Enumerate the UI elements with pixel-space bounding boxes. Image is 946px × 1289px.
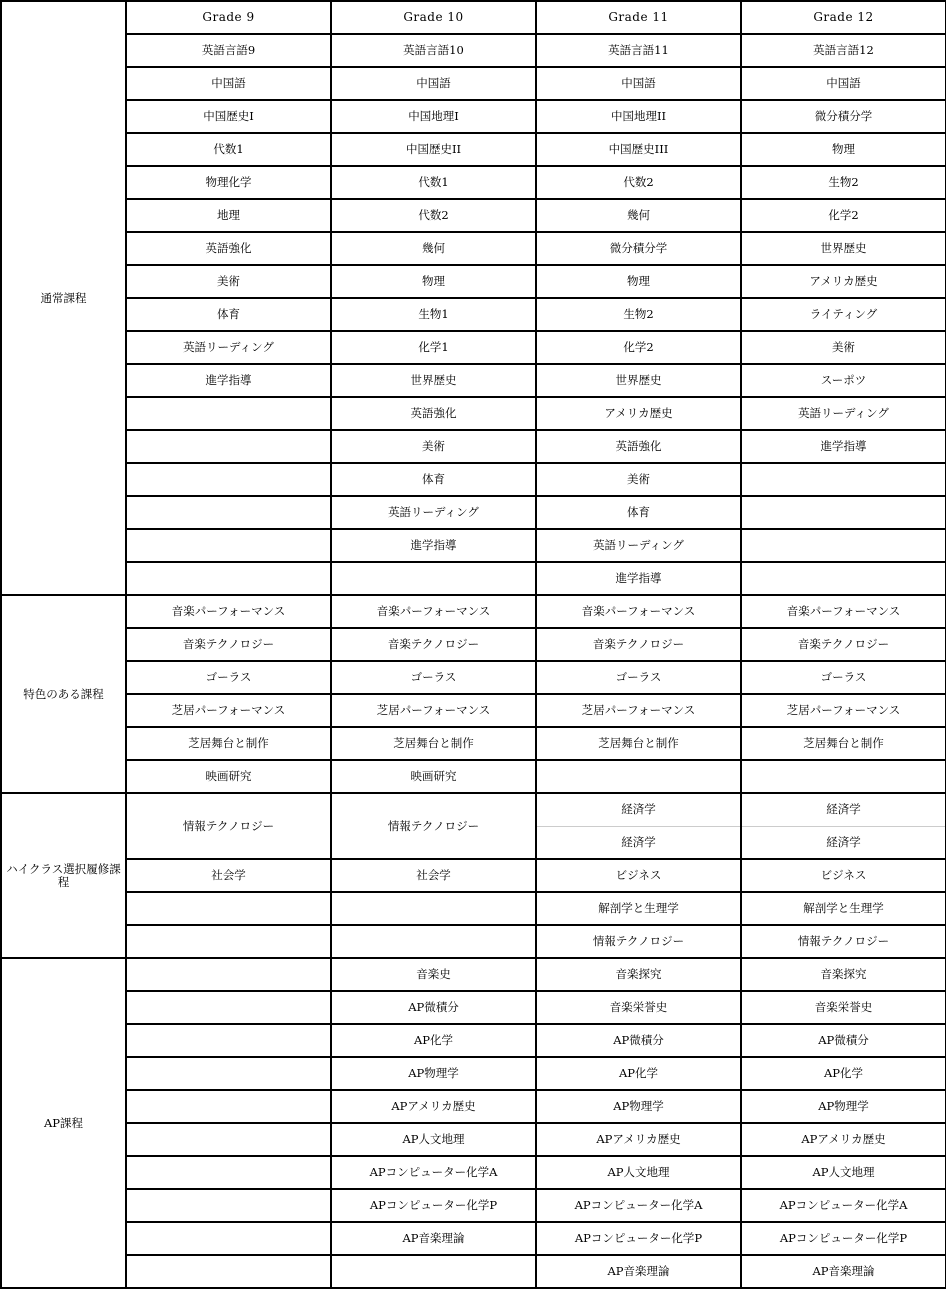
course-cell [741, 529, 946, 562]
course-cell: 情報テクノロジー [331, 793, 536, 859]
table-row [1, 199, 946, 232]
course-cell: 解剖学と生理学 [536, 892, 741, 925]
course-cell [331, 892, 536, 925]
course-cell: 英語言語12 [741, 34, 946, 67]
course-cell: 世界歴史 [536, 364, 741, 397]
course-cell: AP化学 [741, 1057, 946, 1090]
table-row [1, 958, 946, 991]
header-grade-11: Grade 11 [536, 1, 741, 34]
course-cell: 進学指導 [126, 364, 331, 397]
table-row [1, 925, 946, 958]
table-row [1, 1123, 946, 1156]
course-cell [126, 1123, 331, 1156]
course-cell: APコンピューター化学P [331, 1189, 536, 1222]
table-row [1, 1090, 946, 1123]
table-row [1, 1024, 946, 1057]
course-cell: 幾何 [536, 199, 741, 232]
course-cell: 社会学 [331, 859, 536, 892]
course-cell: 英語強化 [536, 430, 741, 463]
course-cell: 経済学 [741, 793, 946, 826]
table-row [1, 397, 946, 430]
course-cell: 芝居舞台と制作 [536, 727, 741, 760]
course-cell: 中国歴史I [126, 100, 331, 133]
table-row [1, 463, 946, 496]
course-cell: APコンピューター化学A [536, 1189, 741, 1222]
course-cell: 社会学 [126, 859, 331, 892]
course-cell: 音楽パーフォーマンス [536, 595, 741, 628]
table-row [1, 1057, 946, 1090]
course-cell: 音楽栄誉史 [741, 991, 946, 1024]
course-cell: 経済学 [536, 826, 741, 859]
course-cell [331, 925, 536, 958]
course-cell: アメリカ歴史 [741, 265, 946, 298]
course-cell [126, 463, 331, 496]
course-cell: AP化学 [536, 1057, 741, 1090]
table-row [1, 1156, 946, 1189]
course-cell [126, 1189, 331, 1222]
course-cell [126, 529, 331, 562]
course-cell: 世界歴史 [331, 364, 536, 397]
course-cell: 代数1 [126, 133, 331, 166]
table-row [1, 628, 946, 661]
course-cell: AP人文地理 [331, 1123, 536, 1156]
course-cell: 芝居舞台と制作 [741, 727, 946, 760]
course-cell: 音楽パーフォーマンス [331, 595, 536, 628]
table-row [1, 1255, 946, 1288]
curriculum-table-body [1, 1, 946, 1288]
course-cell: 微分積分学 [536, 232, 741, 265]
course-cell: AP物理学 [331, 1057, 536, 1090]
course-cell: 情報テクノロジー [741, 925, 946, 958]
header-row [1, 1, 946, 34]
course-cell: ゴーラス [331, 661, 536, 694]
course-cell: 英語言語11 [536, 34, 741, 67]
table-row [1, 430, 946, 463]
course-cell: 音楽テクノロジー [331, 628, 536, 661]
table-row [1, 793, 946, 826]
course-cell: アメリカ歴史 [536, 397, 741, 430]
course-cell: 物理化学 [126, 166, 331, 199]
course-cell: 中国地理I [331, 100, 536, 133]
course-cell: 英語言語10 [331, 34, 536, 67]
course-cell: 体育 [331, 463, 536, 496]
course-cell [126, 958, 331, 991]
table-row [1, 595, 946, 628]
course-cell [741, 562, 946, 595]
course-cell [126, 562, 331, 595]
course-cell: 芝居舞台と制作 [331, 727, 536, 760]
course-cell: 進学指導 [741, 430, 946, 463]
course-cell: 英語言語9 [126, 34, 331, 67]
table-row [1, 529, 946, 562]
course-cell: 英語リーディング [741, 397, 946, 430]
table-row [1, 331, 946, 364]
course-cell [126, 1024, 331, 1057]
course-cell: 音楽パーフォーマンス [741, 595, 946, 628]
course-cell [536, 760, 741, 793]
course-cell [126, 925, 331, 958]
course-cell: 進学指導 [331, 529, 536, 562]
course-cell: AP人文地理 [741, 1156, 946, 1189]
course-cell: AP人文地理 [536, 1156, 741, 1189]
course-cell: 生物2 [536, 298, 741, 331]
course-cell [126, 1156, 331, 1189]
course-cell: 音楽パーフォーマンス [126, 595, 331, 628]
course-cell: 音楽史 [331, 958, 536, 991]
course-cell: AP音楽理論 [741, 1255, 946, 1288]
course-cell: AP物理学 [536, 1090, 741, 1123]
course-cell: 英語強化 [126, 232, 331, 265]
course-cell [126, 1222, 331, 1255]
course-cell: 英語リーディング [331, 496, 536, 529]
course-cell: 芝居パーフォーマンス [331, 694, 536, 727]
course-cell: AP微積分 [536, 1024, 741, 1057]
course-cell: 英語強化 [331, 397, 536, 430]
table-row [1, 694, 946, 727]
category-cell: 特色のある課程 [1, 595, 126, 793]
course-cell: ライティング [741, 298, 946, 331]
course-cell: 芝居パーフォーマンス [536, 694, 741, 727]
table-row [1, 298, 946, 331]
course-cell [126, 991, 331, 1024]
course-cell: 芝居パーフォーマンス [741, 694, 946, 727]
course-cell: 中国地理II [536, 100, 741, 133]
course-cell: 中国語 [741, 67, 946, 100]
course-cell [741, 760, 946, 793]
course-cell: AP微積分 [741, 1024, 946, 1057]
course-cell: APアメリカ歴史 [536, 1123, 741, 1156]
course-cell: APコンピューター化学P [741, 1222, 946, 1255]
course-cell: 生物1 [331, 298, 536, 331]
course-cell: 生物2 [741, 166, 946, 199]
course-cell: 化学1 [331, 331, 536, 364]
table-row [1, 232, 946, 265]
table-row [1, 892, 946, 925]
course-cell: ビジネス [536, 859, 741, 892]
course-cell: 情報テクノロジー [126, 793, 331, 859]
course-cell: 情報テクノロジー [536, 925, 741, 958]
table-row [1, 1189, 946, 1222]
table-row [1, 133, 946, 166]
course-cell: 代数2 [331, 199, 536, 232]
table-row [1, 364, 946, 397]
table-row [1, 100, 946, 133]
course-cell: 中国語 [126, 67, 331, 100]
course-cell: 音楽テクノロジー [126, 628, 331, 661]
course-cell [331, 1255, 536, 1288]
course-cell: 化学2 [741, 199, 946, 232]
course-cell: 音楽探究 [741, 958, 946, 991]
course-cell: スーポツ [741, 364, 946, 397]
course-cell: 体育 [536, 496, 741, 529]
category-cell: ハイクラス選択履修課程 [1, 793, 126, 958]
header-grade-9: Grade 9 [126, 1, 331, 34]
course-cell: 物理 [331, 265, 536, 298]
course-cell: AP物理学 [741, 1090, 946, 1123]
course-cell: 美術 [741, 331, 946, 364]
course-cell [331, 562, 536, 595]
course-cell [126, 892, 331, 925]
course-cell [741, 463, 946, 496]
course-cell [126, 1057, 331, 1090]
table-row [1, 991, 946, 1024]
course-cell: 物理 [536, 265, 741, 298]
course-cell [741, 496, 946, 529]
course-cell: 化学2 [536, 331, 741, 364]
course-cell: 芝居パーフォーマンス [126, 694, 331, 727]
course-cell: 微分積分学 [741, 100, 946, 133]
course-cell: 代数2 [536, 166, 741, 199]
course-cell: 経済学 [536, 793, 741, 826]
course-cell: 解剖学と生理学 [741, 892, 946, 925]
category-cell: 通常課程 [1, 1, 126, 595]
course-cell: 中国語 [331, 67, 536, 100]
table-row [1, 265, 946, 298]
header-grade-12: Grade 12 [741, 1, 946, 34]
course-cell: 物理 [741, 133, 946, 166]
course-cell: 中国歴史III [536, 133, 741, 166]
course-cell: 芝居舞台と制作 [126, 727, 331, 760]
course-cell: APアメリカ歴史 [331, 1090, 536, 1123]
course-cell: 経済学 [741, 826, 946, 859]
course-cell: ゴーラス [126, 661, 331, 694]
table-row [1, 760, 946, 793]
course-cell: APコンピューター化学A [331, 1156, 536, 1189]
course-cell: APコンピューター化学A [741, 1189, 946, 1222]
course-cell: 地理 [126, 199, 331, 232]
course-cell: 音楽テクノロジー [536, 628, 741, 661]
table-row [1, 727, 946, 760]
course-cell: 体育 [126, 298, 331, 331]
course-cell: 音楽探究 [536, 958, 741, 991]
course-cell: 英語リーディング [536, 529, 741, 562]
course-cell: ゴーラス [741, 661, 946, 694]
table-row [1, 562, 946, 595]
course-cell: ゴーラス [536, 661, 741, 694]
table-row [1, 496, 946, 529]
table-row [1, 1222, 946, 1255]
course-cell: 音楽テクノロジー [741, 628, 946, 661]
course-cell [126, 1255, 331, 1288]
course-cell: 美術 [536, 463, 741, 496]
course-cell: AP音楽理論 [536, 1255, 741, 1288]
table-row [1, 859, 946, 892]
course-cell [126, 1090, 331, 1123]
course-cell: 音楽栄誉史 [536, 991, 741, 1024]
course-cell: AP音楽理論 [331, 1222, 536, 1255]
table-row [1, 67, 946, 100]
course-cell: 美術 [331, 430, 536, 463]
course-cell: 中国語 [536, 67, 741, 100]
course-cell: 世界歴史 [741, 232, 946, 265]
course-cell: ビジネス [741, 859, 946, 892]
table-row [1, 661, 946, 694]
course-cell: APコンピューター化学P [536, 1222, 741, 1255]
course-cell: AP化学 [331, 1024, 536, 1057]
course-cell: 代数1 [331, 166, 536, 199]
course-cell: 映画研究 [126, 760, 331, 793]
course-cell: 美術 [126, 265, 331, 298]
course-cell [126, 397, 331, 430]
header-grade-10: Grade 10 [331, 1, 536, 34]
course-cell: APアメリカ歴史 [741, 1123, 946, 1156]
course-cell: 進学指導 [536, 562, 741, 595]
course-cell: 映画研究 [331, 760, 536, 793]
course-cell [126, 430, 331, 463]
course-cell: 中国歴史II [331, 133, 536, 166]
category-cell: AP課程 [1, 958, 126, 1288]
course-cell: AP微積分 [331, 991, 536, 1024]
course-cell: 幾何 [331, 232, 536, 265]
table-row [1, 166, 946, 199]
table-row [1, 34, 946, 67]
course-cell [126, 496, 331, 529]
course-cell: 英語リーディング [126, 331, 331, 364]
